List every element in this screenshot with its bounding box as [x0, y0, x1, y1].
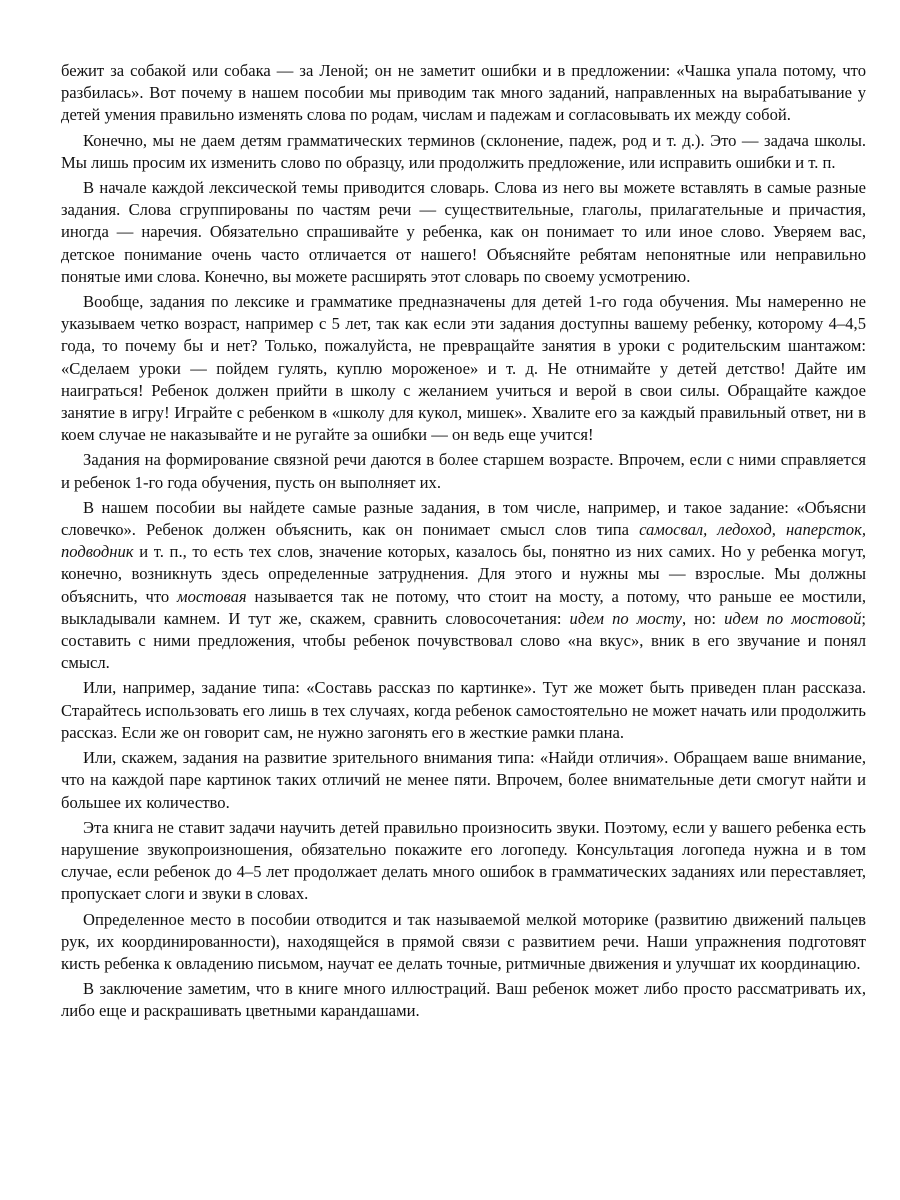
paragraph-9 — [61, 817, 866, 906]
paragraph-text: В заключение заметим, что в книге много иллюстраций. Ваш ребенок может либо просто рассматривать их, либо еще и раскрашивать цветными карандашами. — [61, 979, 866, 1021]
paragraph-2 — [61, 130, 866, 174]
paragraph-text: В нашем пособии вы найдете самые разные задания, в том числе, например, и такое задание: «Объясни словечко». Ребенок должен объяснить, как он понимает смысл слов типа — [61, 497, 866, 540]
document-body — [61, 60, 866, 1026]
paragraph-4 — [61, 291, 866, 446]
italic-phrase: идем по мосту — [569, 608, 682, 628]
paragraph-text: и т. п., то есть тех слов, значение которых, казалось бы, понятно из них самих. Но у ребенка могут, конечно, возникнуть здесь определенные затруднения. Для этого и нужны мы — взрослые. Мы должны объяснить, что — [61, 542, 866, 606]
italic-term: мостовая — [177, 586, 247, 606]
paragraph-11 — [61, 978, 866, 1022]
paragraph-text: Эта книга не ставит задачи научить детей правильно произносить звуки. Поэтому, если у вашего ребенка есть нарушение звукопроизношения, обязательно покажите его логопеду. Консультация логопеда нужна и в том случае, если ребенок до 4–5 лет продолжает делать много ошибок в грамматических заданиях или переставляет, пропускает слоги и звуки в словах. — [61, 817, 866, 904]
paragraph-1 — [61, 60, 866, 127]
italic-phrase: идем по мостовой — [724, 608, 862, 628]
italic-example-words: самосвал, ледоход, наперсток, подводник — [61, 520, 866, 562]
paragraph-text: Задания на формирование связной речи даются в более старшем возрасте. Впрочем, если с ними справляется и ребенок 1-го года обучения, пусть он выполняет их. — [61, 450, 866, 492]
paragraph-text: , но: — [681, 608, 725, 628]
paragraph-6 — [61, 497, 866, 675]
paragraph-7 — [61, 677, 866, 744]
paragraph-text: называется так не потому, что стоит на мосту, а потому, что раньше ее мостили, выкладывали камнем. И тут же, скажем, сравнить словосочетания: — [61, 586, 866, 628]
paragraph-text: Вообще, задания по лексике и грамматике предназначены для детей 1-го года обучения. Мы намеренно не указываем четко возраст, например с 5 лет, так как если эти задания доступны вашему ребенку, которому 4–4,5 года, то почему бы и нет? Только, пожалуйста, не превращайте занятия в уроки с родительским шантажом: «Сделаем уроки — пойдем гулять, куплю мороженое» и т. д. Не отнимайте у детей детство! Дайте им наиграться! Ребенок должен прийти в школу с желанием учиться и верой в свои силы. Обращайте каждое занятие в игру! Играйте с ребенком в «школу для кукол, мишек». Хвалите его за каждый правильный ответ, ни в коем случае не наказывайте и не ругайте за ошибки — он ведь еще учится! — [61, 292, 866, 445]
paragraph-text: ; составить с ними предложения, чтобы ребенок почувствовал слово «на вкус», вник в его звучание и понял смысл. — [61, 608, 867, 673]
paragraph-3 — [61, 177, 866, 288]
paragraph-text: Или, например, задание типа: «Составь рассказ по картинке». Тут же может быть приведен план рассказа. Старайтесь использовать его лишь в тех случаях, когда ребенок самостоятельно не может начать или продолжить рассказ. Если же он говорит сам, не нужно загонять его в жесткие рамки плана. — [61, 678, 866, 742]
paragraph-5 — [61, 449, 866, 493]
paragraph-text: Определенное место в пособии отводится и так называемой мелкой моторике (развитию движений пальцев рук, их координированности), находящейся в прямой связи с развитием речи. Наши упражнения подготовят кисть ребенка к овладению письмом, научат ее делать точные, ритмичные движения и улучшат их координацию. — [61, 909, 866, 973]
paragraph-text: В начале каждой лексической темы приводится словарь. Слова из него вы можете вставлять в самые разные задания. Слова сгруппированы по частям речи — существительные, глаголы, прилагательные и причастия, иногда — наречия. Обязательно спрашивайте у ребенка, как он понимает то или иное слово. Уверяем вас, детское понимание очень часто отличается от нашего! Объясняйте ребятам непонятные или неправильно понятые ими слова. Конечно, вы можете расширять этот словарь по своему усмотрению. — [61, 178, 866, 286]
paragraph-text: Или, скажем, задания на развитие зрительного внимания типа: «Найди отличия». Обращаем ваше внимание, что на каждой паре картинок таких отличий не менее пяти. Впрочем, более внимательные дети смогут найти и большее их количество. — [61, 748, 866, 812]
paragraph-text: бежит за собакой или собака — за Леной; он не заметит ошибки и в предложении: «Чашка упала потому, что разбилась». Вот почему в нашем пособии мы приводим так много заданий, направленных на вырабатывание у детей умения правильно изменять слова по родам, числам и падежам и согласовывать их между собой. — [61, 61, 866, 125]
paragraph-10 — [61, 909, 866, 976]
paragraph-text: Конечно, мы не даем детям грамматических терминов (склонение, падеж, род и т. д.). Это — задача школы. Мы лишь просим их изменить слово по образцу, или продолжить предложение, или исправить ошибки и т. п. — [61, 130, 866, 172]
paragraph-8 — [61, 747, 866, 814]
